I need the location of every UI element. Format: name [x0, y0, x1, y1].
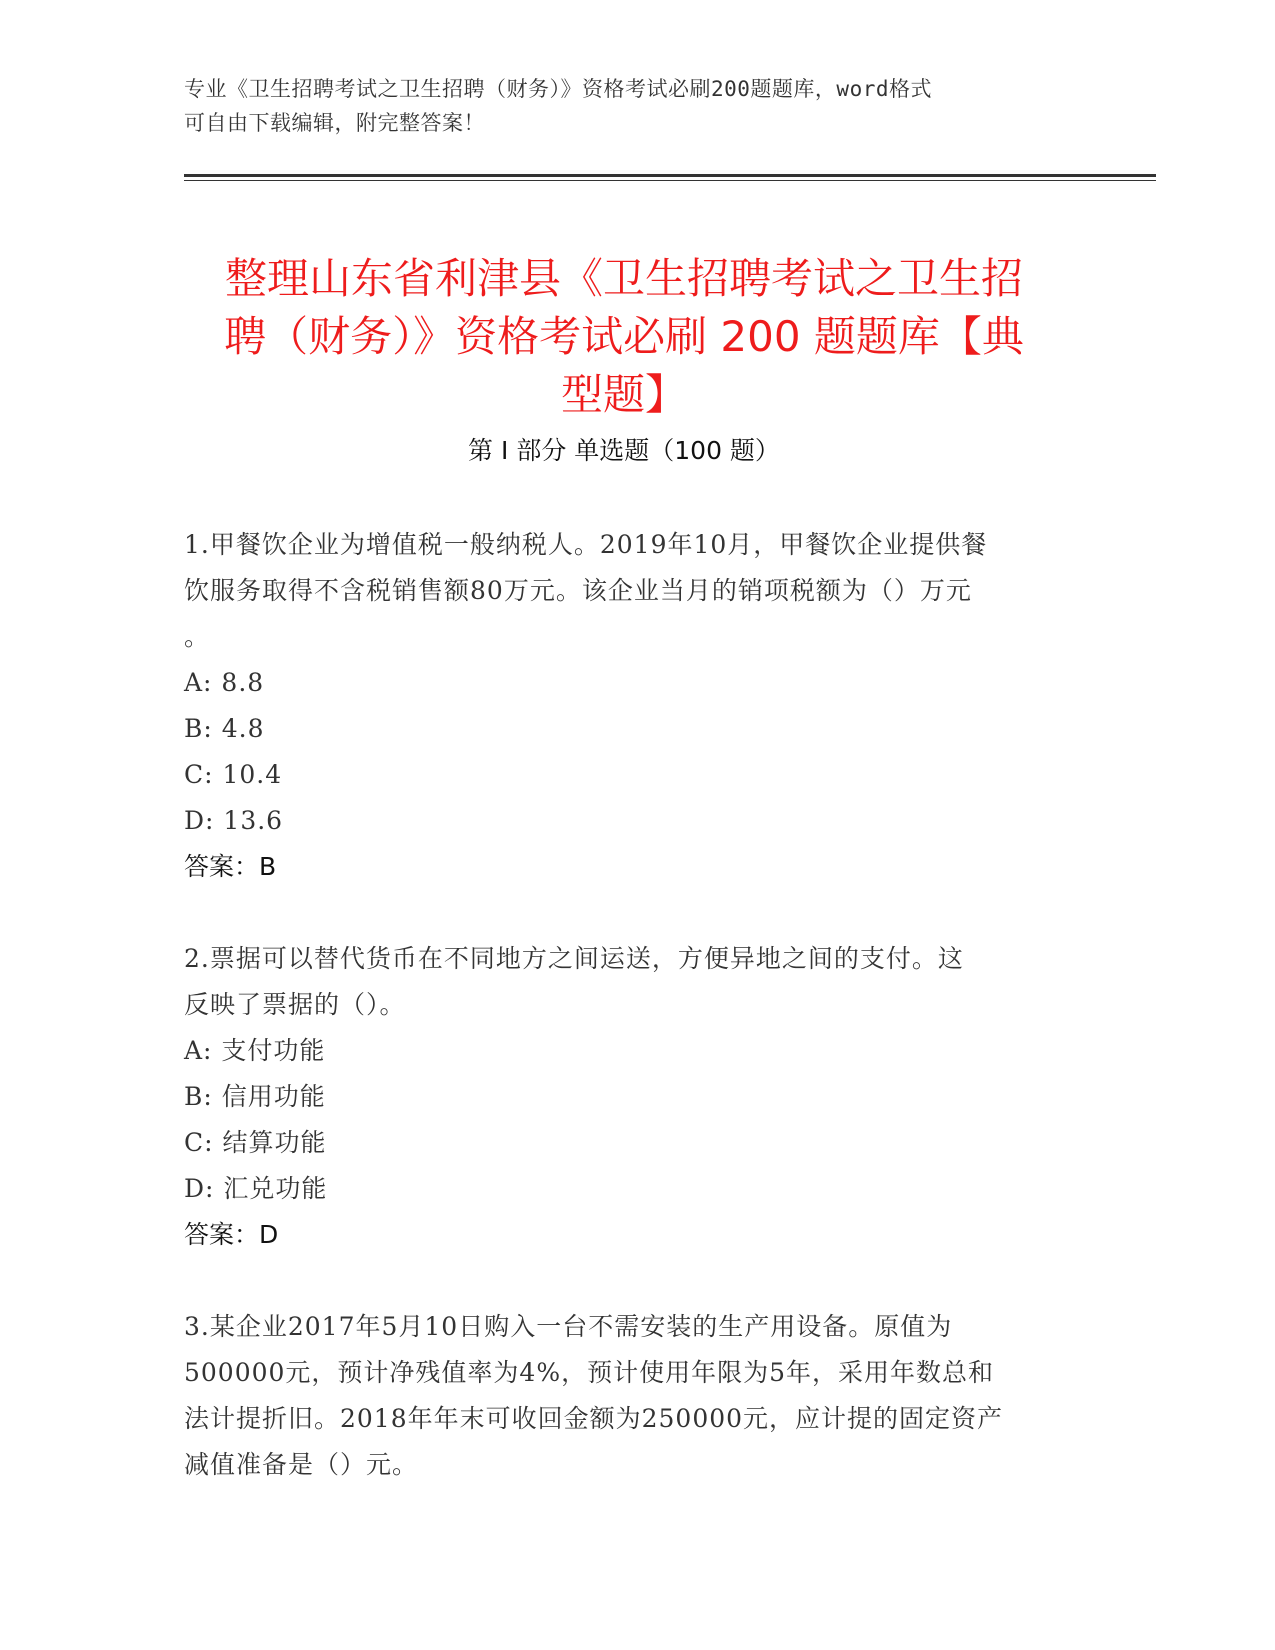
document-title: [184, 250, 1064, 424]
title-line: 整理山东省利津县《卫生招聘考试之卫生招: [224, 254, 1023, 304]
question-text-line: 3.某企业2017年5月10日购入一台不需安装的生产用设备。原值为: [184, 1312, 953, 1341]
question-text-line: 减值准备是（）元。: [184, 1450, 419, 1479]
option-b: B: 信用功能: [184, 1082, 326, 1111]
option-d: D: 汇兑功能: [184, 1174, 328, 1203]
question-text-line: 500000元，预计净残值率为4%，预计使用年限为5年，采用年数总和: [184, 1358, 995, 1387]
header-note: [184, 72, 1064, 140]
question-item: [184, 1304, 1064, 1488]
question-text-line: 法计提折旧。2018年年末可收回金额为250000元，应计提的固定资产: [184, 1404, 1004, 1433]
question-text-line: 反映了票据的（）。: [184, 990, 406, 1019]
title-line: 型题】: [560, 370, 687, 420]
section-title: 第 I 部分 单选题（100 题）: [468, 436, 780, 465]
header-note-line: 专业《卫生招聘考试之卫生招聘（财务）》资格考试必刷200题题库，word格式: [184, 77, 932, 101]
option-b: B: 4.8: [184, 714, 265, 743]
title-line: 聘（财务）》资格考试必刷 200 题题库【典: [224, 312, 1024, 362]
header-divider: [184, 174, 1156, 177]
header-note-line: 可自由下载编辑，附完整答案！: [184, 111, 485, 135]
question-item: [184, 522, 1064, 890]
option-a: A: 支付功能: [184, 1036, 326, 1065]
question-text-line: 饮服务取得不含税销售额80万元。该企业当月的销项税额为（）万元: [184, 576, 972, 605]
question-text-line: 1.甲餐饮企业为增值税一般纳税人。2019年10月，甲餐饮企业提供餐: [184, 530, 988, 559]
question-text-line: 。: [184, 622, 211, 651]
answer-line: 答案：D: [184, 1220, 279, 1249]
question-list: [184, 522, 1064, 1534]
option-c: C: 10.4: [184, 760, 283, 789]
answer-line: 答案：B: [184, 852, 277, 881]
option-a: A: 8.8: [184, 668, 265, 697]
question-text-line: 2.票据可以替代货币在不同地方之间运送，方便异地之间的支付。这: [184, 944, 964, 973]
option-c: C: 结算功能: [184, 1128, 327, 1157]
question-item: [184, 936, 1064, 1258]
header-divider-thin: [184, 180, 1156, 181]
option-d: D: 13.6: [184, 806, 284, 835]
